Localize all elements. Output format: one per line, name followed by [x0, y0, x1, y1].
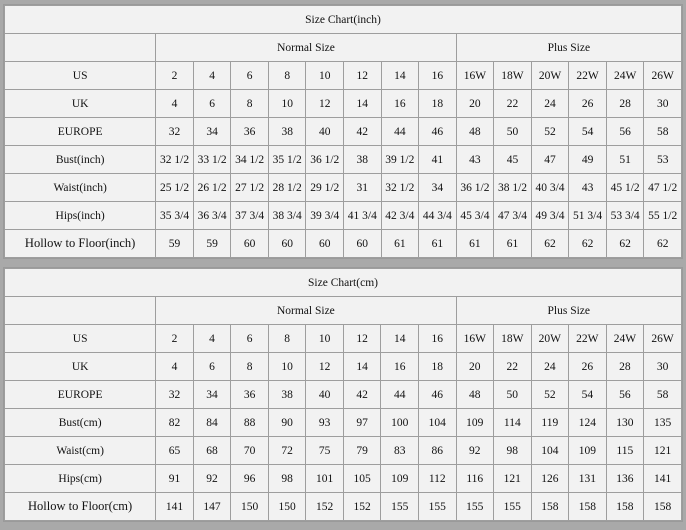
cell: 28 [606, 90, 644, 118]
group-header-plus: Plus Size [456, 297, 682, 325]
cell: 70 [231, 437, 269, 465]
cell: 51 [606, 146, 644, 174]
cell: 116 [456, 465, 494, 493]
cell: 32 [156, 381, 194, 409]
cell: 24W [606, 62, 644, 90]
cell: 47 [531, 146, 569, 174]
cell: 115 [606, 437, 644, 465]
cell: 48 [456, 118, 494, 146]
cell: 56 [606, 118, 644, 146]
cell: 46 [418, 381, 456, 409]
cell: 60 [231, 230, 269, 258]
cell: 121 [494, 465, 532, 493]
table-row [5, 202, 682, 230]
table-row [5, 353, 682, 381]
cell: 119 [531, 409, 569, 437]
cell: 20W [531, 325, 569, 353]
cell: 41 3/4 [344, 202, 382, 230]
cell: 36 1/2 [306, 146, 344, 174]
cell: 150 [268, 493, 306, 521]
cell: 44 [381, 118, 419, 146]
cell: 62 [569, 230, 607, 258]
cell: 2 [156, 325, 194, 353]
cell: 75 [306, 437, 344, 465]
group-header-plus: Plus Size [456, 34, 681, 62]
cell: 40 3/4 [531, 174, 569, 202]
cell: 104 [531, 437, 569, 465]
cell: 42 [344, 118, 382, 146]
cell: 22 [494, 90, 532, 118]
cell: 56 [606, 381, 644, 409]
cell: 27 1/2 [231, 174, 269, 202]
row-label-europe: EUROPE [5, 381, 156, 409]
cell: 12 [344, 62, 382, 90]
cell: 46 [419, 118, 457, 146]
cell: 36 [231, 381, 269, 409]
cell: 28 1/2 [268, 174, 306, 202]
group-header-row [5, 297, 682, 325]
cell: 150 [231, 493, 269, 521]
row-label-waist: Waist(inch) [5, 174, 156, 202]
chart-title-row [5, 6, 682, 34]
cell: 84 [193, 409, 231, 437]
cell: 90 [268, 409, 306, 437]
cell: 20 [456, 90, 494, 118]
cell: 79 [343, 437, 381, 465]
cell: 39 3/4 [306, 202, 344, 230]
row-label-us: US [5, 325, 156, 353]
cell: 29 1/2 [306, 174, 344, 202]
cell: 114 [494, 409, 532, 437]
table-row [5, 325, 682, 353]
cell: 8 [268, 62, 306, 90]
row-label-hips: Hips(inch) [5, 202, 156, 230]
cell: 24 [531, 90, 569, 118]
cell: 50 [494, 381, 532, 409]
row-label-waist: Waist(cm) [5, 437, 156, 465]
cell: 26W [644, 325, 682, 353]
group-header-row [5, 34, 682, 62]
cell: 40 [306, 118, 344, 146]
cell: 8 [231, 90, 269, 118]
cell: 24W [606, 325, 644, 353]
cell: 30 [644, 353, 682, 381]
cell: 26 [569, 353, 607, 381]
cell: 22W [569, 325, 607, 353]
cell: 16 [419, 62, 457, 90]
cell: 158 [531, 493, 569, 521]
cell: 14 [343, 353, 381, 381]
cell: 98 [268, 465, 306, 493]
cell: 4 [156, 353, 194, 381]
cell: 158 [569, 493, 607, 521]
cell: 130 [606, 409, 644, 437]
cell: 16 [418, 325, 456, 353]
cell: 44 [381, 381, 419, 409]
cell: 34 [193, 381, 231, 409]
table-row [5, 437, 682, 465]
cell: 12 [306, 353, 344, 381]
cell: 105 [343, 465, 381, 493]
cell: 28 [606, 353, 644, 381]
cell: 43 [569, 174, 607, 202]
cell: 20 [456, 353, 494, 381]
row-label-europe: EUROPE [5, 118, 156, 146]
cell: 2 [156, 62, 194, 90]
cell: 52 [531, 381, 569, 409]
cell: 62 [531, 230, 569, 258]
cell: 8 [268, 325, 306, 353]
cell: 92 [193, 465, 231, 493]
cell: 61 [494, 230, 532, 258]
cell: 36 3/4 [193, 202, 231, 230]
cell: 16 [381, 90, 419, 118]
cell: 38 1/2 [494, 174, 532, 202]
cell: 61 [456, 230, 494, 258]
cell: 34 [419, 174, 457, 202]
cell: 16 [381, 353, 419, 381]
cell: 92 [456, 437, 494, 465]
group-header-normal: Normal Size [156, 297, 456, 325]
cell: 30 [644, 90, 682, 118]
cell: 8 [231, 353, 269, 381]
cell: 26W [644, 62, 682, 90]
cell: 60 [268, 230, 306, 258]
cell: 31 [344, 174, 382, 202]
row-label-us: US [5, 62, 156, 90]
cell: 14 [381, 62, 419, 90]
cell: 26 1/2 [193, 174, 231, 202]
cell: 36 [231, 118, 269, 146]
table-row [5, 146, 682, 174]
table-row [5, 62, 682, 90]
cell: 6 [231, 325, 269, 353]
cell: 47 1/2 [644, 174, 682, 202]
cell: 58 [644, 381, 682, 409]
cell: 4 [193, 62, 231, 90]
cell: 40 [306, 381, 344, 409]
cell: 10 [268, 90, 306, 118]
cell: 32 [156, 118, 194, 146]
group-header-normal: Normal Size [156, 34, 456, 62]
cell: 62 [644, 230, 682, 258]
cell: 45 [494, 146, 532, 174]
cell: 155 [494, 493, 532, 521]
cell: 10 [306, 62, 344, 90]
size-chart-cm-block [3, 267, 683, 522]
cell: 155 [418, 493, 456, 521]
cell: 12 [306, 90, 344, 118]
table-row [5, 493, 682, 521]
cell: 59 [156, 230, 194, 258]
cell: 36 1/2 [456, 174, 494, 202]
cell: 158 [606, 493, 644, 521]
cell: 104 [418, 409, 456, 437]
cell: 55 1/2 [644, 202, 682, 230]
cell: 45 3/4 [456, 202, 494, 230]
table-row [5, 230, 682, 258]
row-label-uk: UK [5, 90, 156, 118]
cell: 152 [306, 493, 344, 521]
cell: 50 [494, 118, 532, 146]
cell: 33 1/2 [193, 146, 231, 174]
cell: 100 [381, 409, 419, 437]
row-label-hips: Hips(cm) [5, 465, 156, 493]
cell: 60 [344, 230, 382, 258]
cell: 109 [456, 409, 494, 437]
cell: 141 [644, 465, 682, 493]
cell: 24 [531, 353, 569, 381]
table-row [5, 90, 682, 118]
cell: 147 [193, 493, 231, 521]
cell: 88 [231, 409, 269, 437]
blank-corner [5, 34, 156, 62]
cell: 35 3/4 [156, 202, 194, 230]
cell: 32 1/2 [381, 174, 419, 202]
size-chart-cm-table [4, 268, 682, 521]
cell: 18W [494, 62, 532, 90]
cell: 10 [306, 325, 344, 353]
cell: 22W [569, 62, 607, 90]
cell: 34 [193, 118, 231, 146]
size-chart-inch-block [3, 4, 683, 259]
cell: 155 [381, 493, 419, 521]
cell: 41 [419, 146, 457, 174]
cell: 61 [419, 230, 457, 258]
cell: 42 3/4 [381, 202, 419, 230]
table-row [5, 409, 682, 437]
cell: 91 [156, 465, 194, 493]
table-row [5, 465, 682, 493]
cell: 26 [569, 90, 607, 118]
cell: 155 [456, 493, 494, 521]
cell: 60 [306, 230, 344, 258]
cell: 53 3/4 [606, 202, 644, 230]
cell: 131 [569, 465, 607, 493]
cell: 42 [343, 381, 381, 409]
row-label-hollow-to-floor: Hollow to Floor(cm) [5, 493, 156, 521]
cell: 16W [456, 325, 494, 353]
row-label-uk: UK [5, 353, 156, 381]
cell: 59 [193, 230, 231, 258]
cell: 49 3/4 [531, 202, 569, 230]
cell: 12 [343, 325, 381, 353]
cell: 86 [418, 437, 456, 465]
cell: 54 [569, 118, 607, 146]
cell: 82 [156, 409, 194, 437]
cell: 6 [193, 90, 231, 118]
cell: 43 [456, 146, 494, 174]
page-title: Size Chart(inch) [5, 6, 682, 34]
blank-corner [5, 297, 156, 325]
cell: 38 3/4 [268, 202, 306, 230]
table-row [5, 381, 682, 409]
cell: 93 [306, 409, 344, 437]
cell: 38 [344, 146, 382, 174]
cell: 54 [569, 381, 607, 409]
cell: 152 [343, 493, 381, 521]
cell: 112 [418, 465, 456, 493]
cell: 51 3/4 [569, 202, 607, 230]
cell: 68 [193, 437, 231, 465]
cell: 65 [156, 437, 194, 465]
cell: 22 [494, 353, 532, 381]
cell: 53 [644, 146, 682, 174]
cell: 158 [644, 493, 682, 521]
cell: 44 3/4 [419, 202, 457, 230]
cell: 72 [268, 437, 306, 465]
cell: 32 1/2 [156, 146, 194, 174]
cell: 25 1/2 [156, 174, 194, 202]
cell: 121 [644, 437, 682, 465]
chart-title-row [5, 269, 682, 297]
cell: 52 [531, 118, 569, 146]
cell: 20W [531, 62, 569, 90]
cell: 62 [606, 230, 644, 258]
cell: 35 1/2 [268, 146, 306, 174]
cell: 4 [156, 90, 194, 118]
cell: 45 1/2 [606, 174, 644, 202]
cell: 10 [268, 353, 306, 381]
cell: 136 [606, 465, 644, 493]
cell: 47 3/4 [494, 202, 532, 230]
cell: 6 [231, 62, 269, 90]
cell: 18W [494, 325, 532, 353]
cell: 38 [268, 118, 306, 146]
cell: 39 1/2 [381, 146, 419, 174]
cell: 98 [494, 437, 532, 465]
cell: 97 [343, 409, 381, 437]
cell: 109 [569, 437, 607, 465]
cell: 18 [419, 90, 457, 118]
cell: 141 [156, 493, 194, 521]
row-label-bust: Bust(cm) [5, 409, 156, 437]
cell: 38 [268, 381, 306, 409]
cell: 135 [644, 409, 682, 437]
cell: 14 [381, 325, 419, 353]
cell: 48 [456, 381, 494, 409]
cell: 4 [193, 325, 231, 353]
table-row [5, 118, 682, 146]
page-title-cm: Size Chart(cm) [5, 269, 682, 297]
cell: 126 [531, 465, 569, 493]
cell: 14 [344, 90, 382, 118]
row-label-hollow-to-floor: Hollow to Floor(inch) [5, 230, 156, 258]
cell: 18 [418, 353, 456, 381]
cell: 58 [644, 118, 682, 146]
cell: 49 [569, 146, 607, 174]
size-chart-inch-table [4, 5, 682, 258]
cell: 96 [231, 465, 269, 493]
table-row [5, 174, 682, 202]
cell: 34 1/2 [231, 146, 269, 174]
cell: 16W [456, 62, 494, 90]
cell: 37 3/4 [231, 202, 269, 230]
cell: 61 [381, 230, 419, 258]
cell: 109 [381, 465, 419, 493]
row-label-bust: Bust(inch) [5, 146, 156, 174]
cell: 83 [381, 437, 419, 465]
cell: 101 [306, 465, 344, 493]
cell: 6 [193, 353, 231, 381]
cell: 124 [569, 409, 607, 437]
